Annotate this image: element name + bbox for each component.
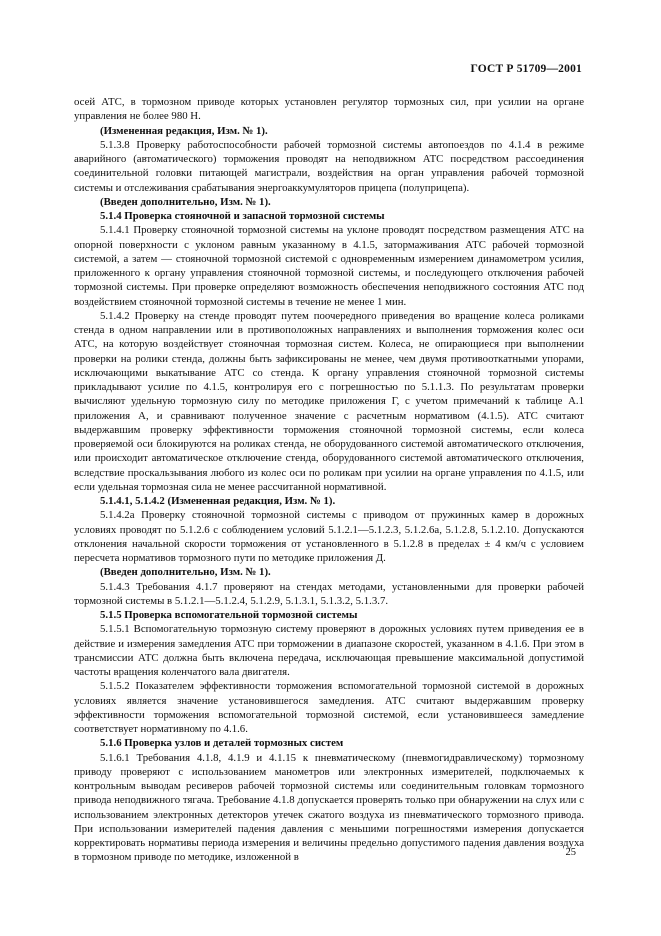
clause-5-1-6-1: 5.1.6.1 Требования 4.1.8, 4.1.9 и 4.1.15 к пневматическому (пневмогидравлическому) тормозному приводу проверяют с использованием манометров или электронных измерителей, подключаемых к контрольным выводам ресиверов рабочей тормозной системы или соединительным головкам тормозного привода неподвижного тягача. Требование 4.1.8 допускается проверять только при обнаружении на слух или с использованием электронных детекторов утечек сжатого воздуха из пневматического тормозного привода. При использовании измерителей падения давления с меньшими погрешностями измерения допускается корректировать нормативы периода измерения и величины предельно допустимого падения давления воздуха в тормозном приводе по методике, изложенной в: [74, 751, 584, 864]
section-heading-5-1-4: 5.1.4 Проверка стояночной и запасной тормозной системы: [100, 210, 385, 222]
section-heading-5-1-5: 5.1.5 Проверка вспомогательной тормозной системы: [100, 609, 358, 621]
clause-5-1-5-2: 5.1.5.2 Показателем эффективности торможения вспомогательной тормозной системой в дорожных условиях является значение установившегося замедления. АТС считают выдержавшим проверку эффективности торможения вспомогательной тормозной системой, если установившееся замедление соответствует нормативному по 4.1.6.: [74, 680, 584, 735]
document-header: ГОСТ Р 51709—2001: [470, 63, 582, 75]
paragraph-continuation: осей АТС, в тормозном приводе которых установлен регулятор тормозных сил, при усилии на органе управления не более 980 Н.: [74, 96, 584, 123]
clause-5-1-4-3: 5.1.4.3 Требования 4.1.7 проверяют на стендах методами, установленными для проверки рабочей тормозной системы в 5.1.2.1—5.1.2.4, 5.1.2.9, 5.1.3.1, 5.1.3.2, 5.1.3.7.: [74, 580, 584, 607]
clause-5-1-4-2: 5.1.4.2 Проверку на стенде проводят путем поочередного приведения во вращение колеса роликами стенда в одном направлении или в противоположных направлениях и выполнения торможения колес оси АТС, на которую воздействует стояночная тормозная систем. Колеса, не опирающиеся при выполнении проверки на ролики стенда, должны быть зафиксированы не менее, чем двумя противооткатными упорами, исключающими выкатывание АТС со стенда. К органу управления стояночной тормозной системы прикладывают усилие по 4.1.5, контролируя его с погрешностью по 5.1.1.3. По результатам проверки вычисляют удельную тормозную силу по методике приложения Г, с учетом примечаний к таблице А.1 приложения А, и сравнивают полученное значение с расчетным нормативом (4.1.5). АТС считают выдержавшим проверку эффективности торможения стояночной тормозной системы, если колеса проверяемой оси блокируются на роликах стенда, не оборудованного системой автоматического отключения, или происходит автоматическое отключение стенда, оборудованного системой автоматического отключения, вследствие проскальзывания любого из колес оси по роликам при усилии на органе управления по 4.1.5, или если удельная тормозная сила не менее рассчитанной нормативной.: [74, 309, 584, 493]
clause-5-1-4-2a: 5.1.4.2а Проверку стояночной тормозной системы с приводом от пружинных камер в дорожных условиях проводят по 5.1.2.6 с соблюдением условий 5.1.2.1—5.1.2.3, 5.1.2.6а, 5.1.2.8, 5.1.2.10. Допускаются отклонения начальной скорости торможения от установленного в 5.1.2.8 в пределах ± 4 км/ч с условием пересчета нормативов тормозного пути по методике приложения Д.: [74, 509, 584, 564]
page-number: 25: [565, 847, 576, 858]
clause-5-1-3-8: 5.1.3.8 Проверку работоспособности рабочей тормозной системы автопоездов по 4.1.4 в режиме аварийного (автоматического) торможения проводят на неподвижном АТС посредством рассоединения соединительной головки питающей магистрали, воздействия на орган управления рабочей тормозной системы и отслеживания срабатывания энергоаккумуляторов прицепа (полуприцепа).: [74, 138, 584, 194]
clause-5-1-5-1: 5.1.5.1 Вспомогательную тормозную систему проверяют в дорожных условиях путем приведения ее в действие и измерения замедления АТС при торможении в диапазоне скоростей, указанном в 4.1.6. При этом в трансмиссии АТС должна быть включена передача, исключающая превышение максимальной допустимой частоты вращения коленчатого вала двигателя.: [74, 623, 584, 678]
amendment-note: 5.1.4.1, 5.1.4.2 (Измененная редакция, Изм. № 1).: [100, 495, 336, 507]
amendment-note: (Введен дополнительно, Изм. № 1).: [100, 566, 271, 579]
amendment-note: (Введен дополнительно, Изм. № 1).: [100, 195, 271, 208]
amendment-note: (Измененная редакция, Изм. № 1).: [100, 124, 268, 137]
clause-5-1-4-1: 5.1.4.1 Проверку стояночной тормозной системы на уклоне проводят посредством размещения АТС на опорной поверхности с уклоном равным указанному в 4.1.5, затормаживания АТС рабочей тормозной системой, а затем — стояночной тормозной системой с одновременным измерением динамометром усилия, приложенного к органу управления стояночной тормозной системы, и последующего отключения рабочей тормозной системы. При проверке определяют возможность обеспечения неподвижного состояния АТС под воздействием стояночной тормозной системы в течение не менее 1 мин.: [74, 224, 584, 308]
section-heading-5-1-6: 5.1.6 Проверка узлов и деталей тормозных систем: [100, 737, 344, 750]
document-body: [74, 95, 584, 865]
